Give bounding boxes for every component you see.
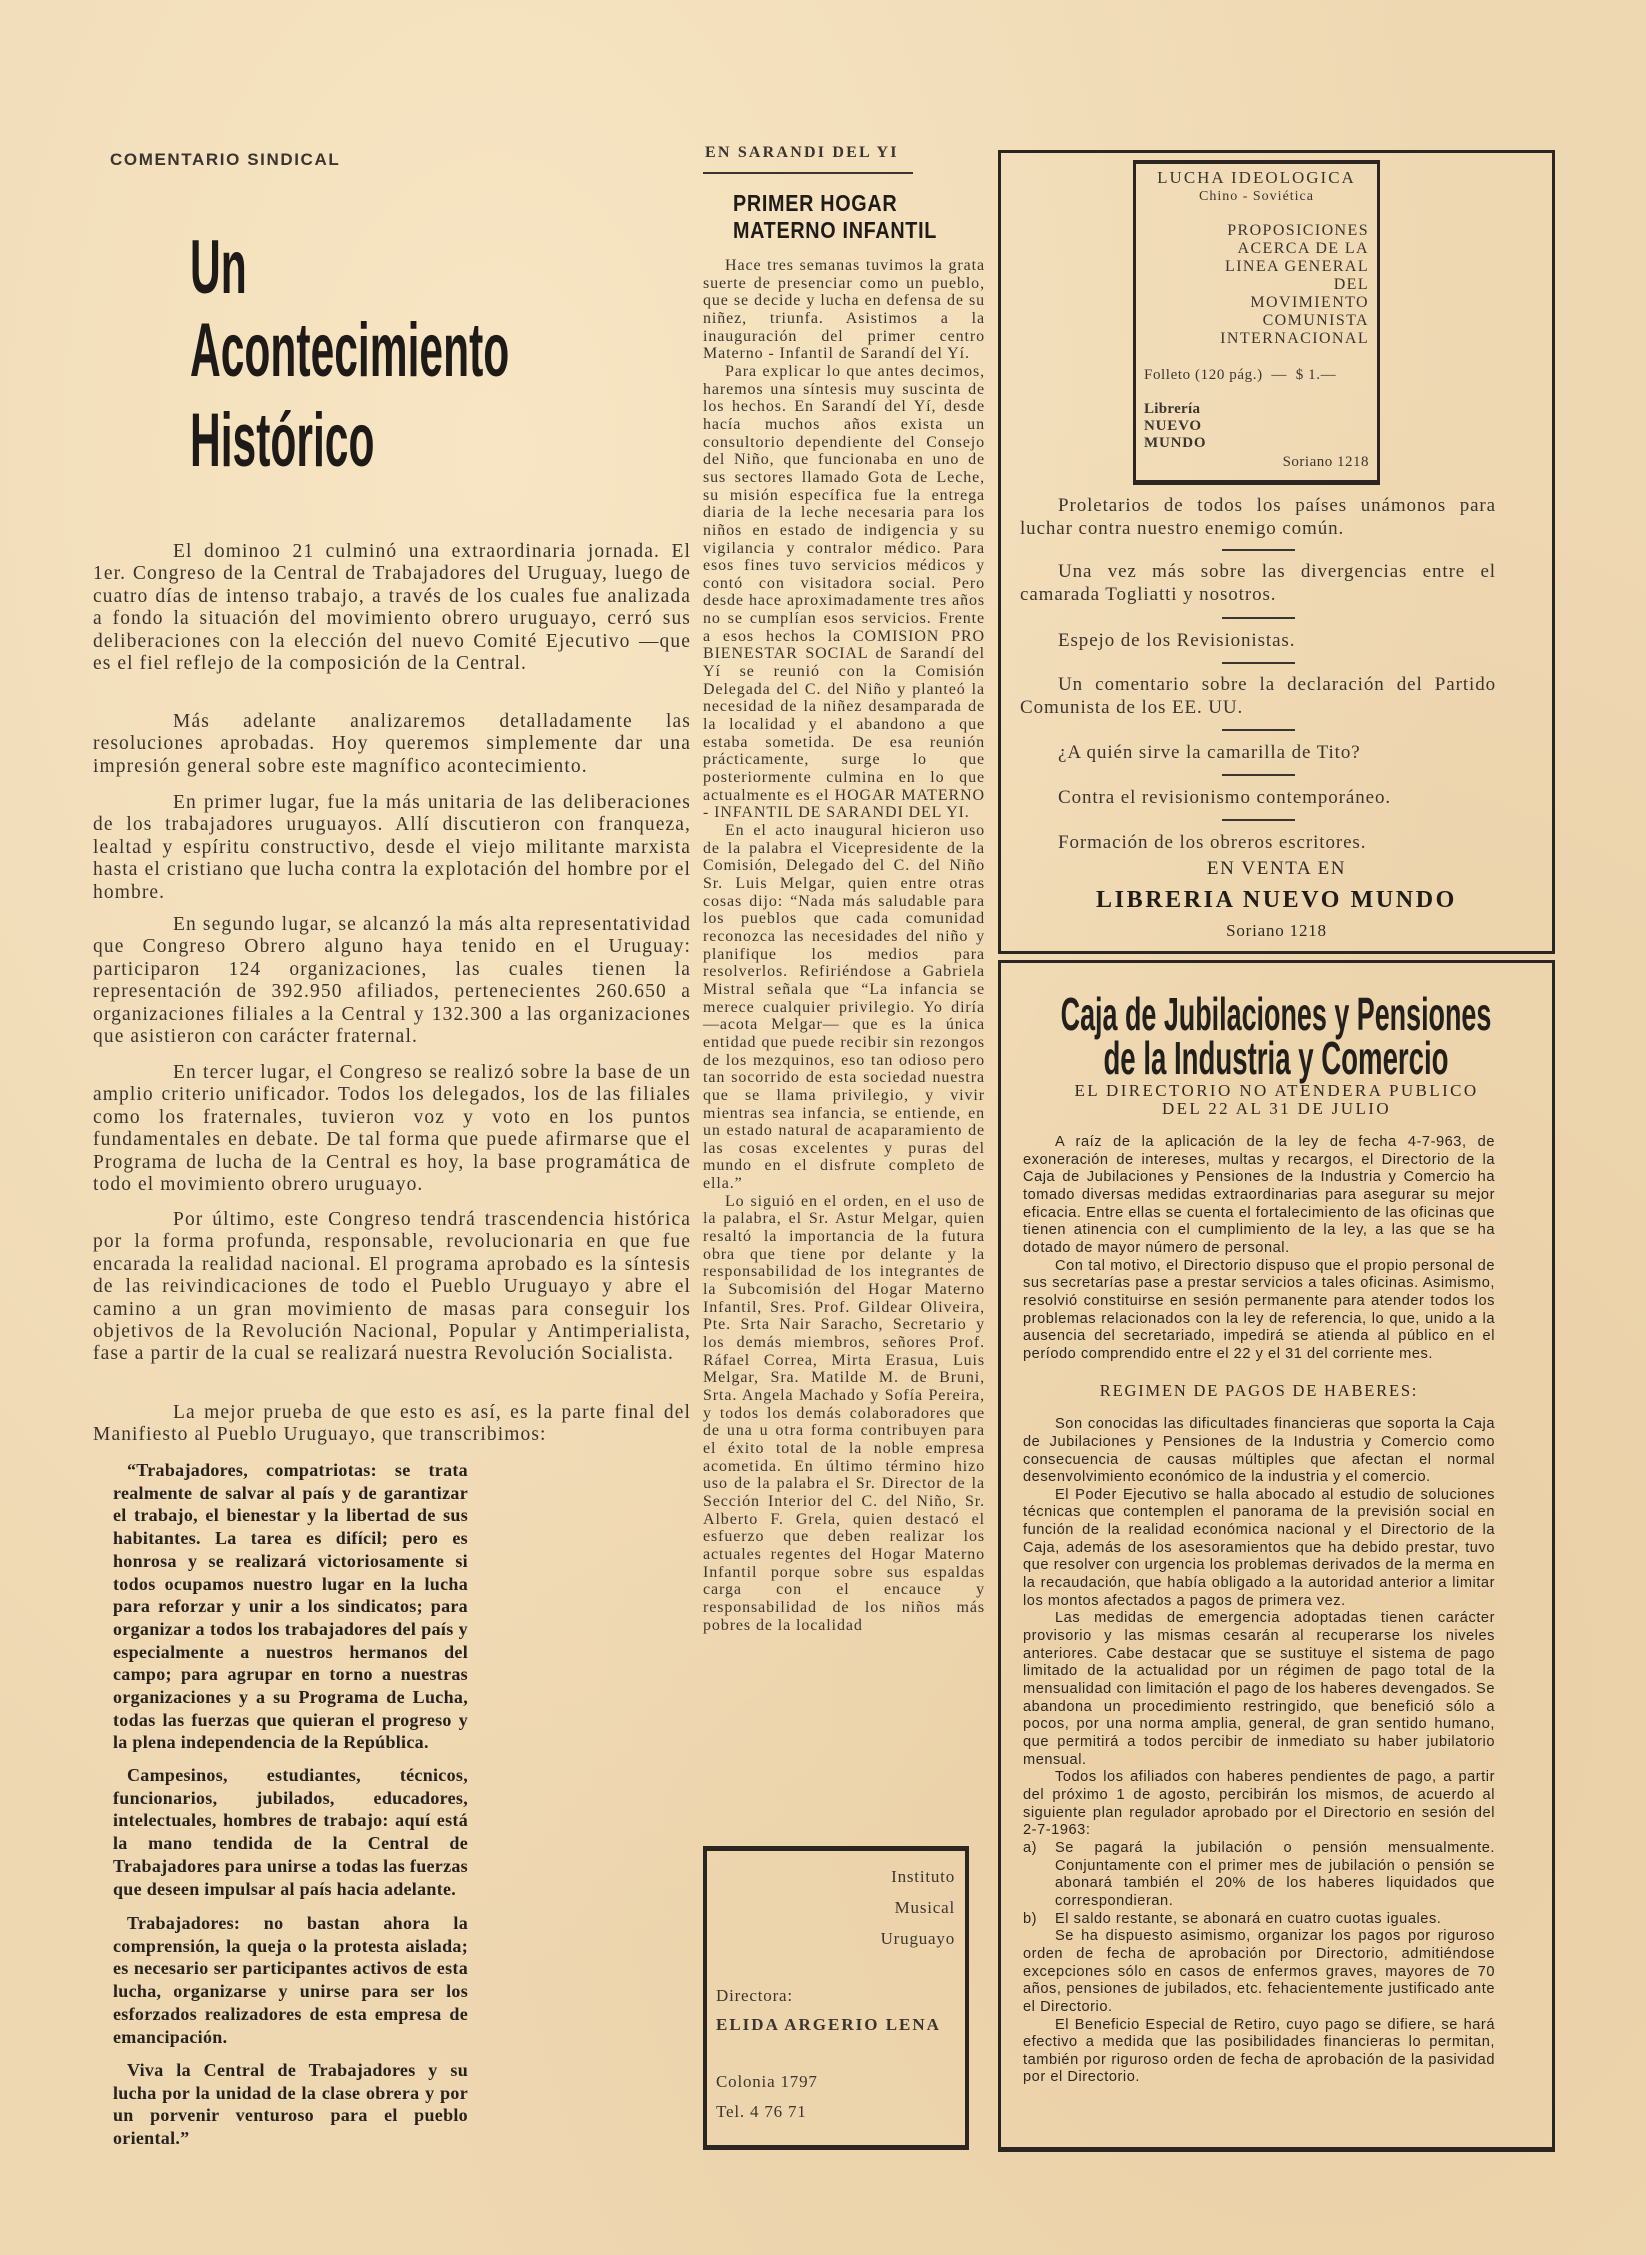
book-title-line: LINEA GENERAL <box>1225 258 1369 275</box>
notice-paragraph: El Beneficio Especial de Retiro, cuyo pago se difiere, se hará efectivo a medida que las posibilidades financieras lo permitan, también por riguroso orden de fecha de aprobación de la pasividad por el Directorio. <box>1023 2016 1495 2086</box>
store-address: Soriano 1218 <box>1226 921 1327 940</box>
divider <box>1222 662 1295 664</box>
plan-item <box>1023 1911 1495 1929</box>
book-title-line: INTERNACIONAL <box>1220 330 1369 347</box>
article-paragraph: Hace tres semanas tuvimos la grata suerte de presenciar como un pueblo, que se decide y lucha en defensa de su niñez, triunfa. Asistimos a la inauguración del primer centro Materno - Infantil de Sarandí del Yí. <box>703 257 985 363</box>
ad-phone: Tel. 4 76 71 <box>716 2102 807 2121</box>
publication-title: Una vez más sobre las divergencias entre el camarada Togliatti y nosotros. <box>1020 561 1496 605</box>
divider <box>1222 617 1295 619</box>
manifesto-quote-paragraph: “Trabajadores, compatriotas: se trata realmente de salvar al país y de garantizar el trabajo, el bienestar y la libertad de sus habitantes. La tarea es difícil; pero es honrosa y se realizará victoriosamente si todos ocupamos nuestro lugar en la lucha para reforzar y unir a los sindicatos; para organizar a todos los trabajadores del país y especialmente a nuestros hermanos del campo; para agrupar en torno a nuestras organizaciones y a su Programa de Lucha, todas las fuerzas que quieran el progreso y la plena independencia de la República. <box>113 1460 468 1753</box>
notice-paragraph: A raíz de la aplicación de la ley de fecha 4-7-963, de exoneración de intereses, multas y recargos, el Directorio de la Caja de Jubilaciones y Pensiones de la Industria y Comercio ha tomado diversas medidas extraordinarias para asegurar su mejor eficacia. Entre ellas se cuenta el fortalecimiento de las oficinas que tienen atinencia con el cumplimiento de la ley, a las que se ha dotado de mayor número de personal. <box>1023 1134 1495 1256</box>
book-ad-subtitle: Chino - Soviética <box>1199 189 1314 204</box>
publication-title: Un comentario sobre la declaración del Partido Comunista de los EE. UU. <box>1020 674 1496 718</box>
publication-title: Contra el revisionismo contemporáneo. <box>1058 787 1392 808</box>
article-title-line: PRIMER HOGAR <box>733 190 898 216</box>
article-body <box>703 257 985 1634</box>
notice-subtitle-line: DEL 22 AL 31 DE JULIO <box>1161 1099 1392 1118</box>
article-title-line: MATERNO INFANTIL <box>733 217 938 243</box>
article-paragraph: La mejor prueba de que esto es así, es la parte final del Manifiesto al Pueblo Uruguayo, que transcribimos: <box>93 1402 691 1446</box>
store-name-line: NUEVO <box>1144 418 1202 434</box>
plan-item <box>1023 1840 1495 1911</box>
manifesto-quote-paragraph: Campesinos, estudiantes, técnicos, funcionarios, jubilados, educadores, intelectuales, hombres de trabajo: aquí está la mano tendida de la Central de Trabajadores para unirse a todas las fuerzas que deseen impulsar al país hacia adelante. <box>113 1765 468 1899</box>
book-title-line: PROPOSICIONES <box>1227 222 1369 239</box>
store-address: Soriano 1218 <box>1282 454 1369 470</box>
section-kicker: EN SARANDI DEL YI <box>705 144 899 161</box>
store-name-line: MUNDO <box>1144 435 1207 451</box>
notice-paragraph: Se ha dispuesto asimismo, organizar los pagos por riguroso orden de fecha de aprobación por Directorio, admitiéndose excepciones sólo en casos de enfermos graves, mayores de 70 años, pensiones de jubilados, etc. fehacientemente justificado ante el Directorio. <box>1023 1928 1495 2015</box>
divider <box>1222 729 1295 731</box>
publication-title: ¿A quién sirve la camarilla de Tito? <box>1058 742 1361 763</box>
article-paragraph: En primer lugar, fue la más unitaria de las deliberaciones de los trabajadores uruguayos. Allí discutieron con franqueza, lealtad y espíritu constructivo, desde el viejo militante marxista hasta el cristiano que lucha contra la explotación del hombre por el hombre. <box>93 792 691 903</box>
notice-paragraph: Con tal motivo, el Directorio dispuso que el propio personal de sus secretarías pase a prestar servicios a tales oficinas. Asimismo, resolvió constituirse en sesión permanente para atender todos los problemas relacionados con la ley de referencia, lo que, unido a la ausencia del secretariado, impedirá se atienda al público en el período comprendido entre el 22 y el 31 del corriente mes. <box>1023 1257 1495 1362</box>
notice-body <box>1023 1134 1495 2087</box>
manifesto-quote-paragraph: Trabajadores: no bastan ahora la comprensión, la queja o la protesta aislada; es necesario ser participantes activos de esta lucha, organizarse y unirse para ser los esforzados realizadores de esta empresa de emancipación. <box>113 1913 468 2047</box>
notice-paragraph: Las medidas de emergencia adoptadas tienen carácter provisorio y las mismas cesarán al recuperarse los niveles anteriores. Cabe destacar que se sustituye el sistema de pago limitado de la actualidad por un régimen de pago total de la mensualidad con limitación el pago de los haberes devengados. Se abandona un procedimiento restringido, que benefició sólo a pocos, por una norma amplia, general, de gran sentido humano, que permitirá a todos percibir de inmediato su haber jubilatorio mensual. <box>1023 1610 1495 1768</box>
book-title-line: DEL <box>1333 276 1369 293</box>
divider <box>1222 819 1295 821</box>
manifesto-quote-paragraph: Viva la Central de Trabajadores y su lucha por la unidad de la clase obrera y por un porvenir venturoso para el pueblo oriental.” <box>113 2060 468 2149</box>
plan-item-label: a) <box>1023 1839 1038 1856</box>
book-price: Folleto (120 pág.) — $ 1.— <box>1144 367 1337 383</box>
article-paragraph: Por último, este Congreso tendrá trascendencia histórica por la forma profunda, responsable, revolucionaria en que fue encarada la realidad nacional. El programa aprobado es la síntesis de las reivindicaciones de todo el Pueblo Uruguayo y abre el camino a un gran movimiento de masas para conseguir los objetivos de la Revolución Nacional, Popular y Antimperialista, fase a partir de la cual se realizará nuestra Revolución Socialista. <box>93 1209 691 1365</box>
ad-director-name: ELIDA ARGERIO LENA <box>716 2015 941 2034</box>
plan-item-text: Se pagará la jubilación o pensión mensualmente. Conjuntamente con el primer mes de jubilación o pensión se abonará también el 20% de los haberes liquidados que correspondieran. <box>1055 1839 1495 1909</box>
article-paragraph: Para explicar lo que antes decimos, haremos una síntesis muy suscinta de los hechos. En Sarandí del Yí, desde hacía muchos años exista un consultorio dependiente del Consejo del Niño, que funcionaba en uno de sus sectores llamado Gota de Leche, su misión específica fue la entrega diaria de la leche necesaria para los niños en estado de indigencia y su vigilancia y contralor médico. Para esos fines tuvo servicios médicos y contó con visitadora social. Pero desde hace aproximadamente tres años no se cumplían esos servicios. Frente a esos hechos la COMISION PRO BIENESTAR SOCIAL de Sarandí del Yí se reunió con la Comisión Delegada del C. del Niño y planteó la necesidad de la niñez desamparada de la localidad y el abandono a que estaba sometida. De esa reunión prácticamente, surge lo que posteriormente culmina en lo que actualmente es el HOGAR MATERNO - INFANTIL DE SARANDI DEL YI. <box>703 362 985 822</box>
article-paragraph: En el acto inaugural hicieron uso de la palabra el Vicepresidente de la Comisión, Delegado del C. del Niño Sr. Luis Melgar, quien entre otras cosas dijo: “Nada más saludable para los pueblos que cada comunidad reconozca las necesidades del niño y planifique los medios para resolverlos. Refiriéndose a Gabriela Mistral señala que “La infancia se merece cualquier privilegio. Yo diría —acota Melgar— que es la única entidad que puede recibir sin rezongos de los mezquinos, eso tan odioso pero tan socorrido de esta sociedad nuestra que se llama privilegio, y vivir mientras sea infancia, se entiende, en un estado natural de acaparamiento de las cosas excelentes y puras del mundo en el disfrute completo de ella.” <box>703 822 985 1193</box>
notice-title-line: Caja de Jubilaciones y Pensiones <box>1060 988 1492 1040</box>
divider <box>1222 549 1295 551</box>
ad-institute-name: Uruguayo <box>880 1929 955 1948</box>
book-title <box>1140 222 1369 348</box>
kicker-rule <box>703 172 913 174</box>
book-title-line: COMUNISTA <box>1262 312 1369 329</box>
publication-title: Proletarios de todos los países unámonos para luchar contra nuestro enemigo común. <box>1020 495 1496 539</box>
notice-paragraph: Todos los afiliados con haberes pendientes de pago, a partir del próximo 1 de agosto, percibirán los mismos, de acuerdo al siguiente plan regulador aprobado por el Directorio en sesión del 2-7-1963: <box>1023 1769 1495 1839</box>
plan-item-label: b) <box>1023 1910 1038 1927</box>
headline-line: Histórico <box>190 398 375 483</box>
ad-institute-name: Instituto <box>891 1867 955 1886</box>
book-ad-title: LUCHA IDEOLOGICA <box>1157 168 1356 187</box>
book-title-line: ACERCA DE LA <box>1237 240 1369 257</box>
sale-label: EN VENTA EN <box>1206 858 1347 879</box>
notice-section-heading: REGIMEN DE PAGOS DE HABERES: <box>1099 1380 1419 1400</box>
store-label: Librería <box>1144 401 1201 417</box>
plan-item-text: El saldo restante, se abonará en cuatro cuotas iguales. <box>1055 1910 1442 1927</box>
notice-title-line: de la Industria y Comercio <box>1103 1032 1449 1084</box>
divider <box>1222 774 1295 776</box>
section-kicker: COMENTARIO SINDICAL <box>110 150 341 169</box>
headline-line: Un <box>190 225 247 310</box>
article-paragraph: En tercer lugar, el Congreso se realizó sobre la base de un amplio criterio unificador. Todos los delegados, los de las filiales como los fraternales, tuvieron voz y voto en los puntos fundamentales en debate. De tal forma que puede afirmarse que el Programa de lucha de la Central es hoy, la base programática de todo el movimiento obrero uruguayo. <box>93 1062 691 1196</box>
article-paragraph: Más adelante analizaremos detalladamente las resoluciones aprobadas. Hoy queremos simplemente dar una impresión general sobre este magnífico acontecimiento. <box>93 711 691 777</box>
article-paragraph: El dominoo 21 culminó una extraordinaria jornada. El 1er. Congreso de la Central de Trabajadores del Uruguay, luego de cuatro días de intenso trabajo, a través de los cuales fue analizada a fondo la situación del movimiento obrero uruguayo, cerró sus deliberaciones con la elección del nuevo Comité Ejecutivo —que es el fiel reflejo de la composición de la Central. <box>93 541 691 675</box>
article-paragraph: Lo siguió en el orden, en el uso de la palabra, el Sr. Astur Melgar, quien resaltó la importancia de la futura obra que tiene por delante y la responsabilidad de los integrantes de la Subcomisión del Hogar Materno Infantil, Sres. Prof. Gildear Oliveira, Pte. Srta Nair Saracho, Secretario y los demás miembros, señores Prof. Ráfael Correa, Mirta Erasua, Luis Melgar, Sra. Matilde M. de Bruni, Srta. Angela Machado y Sofía Pereira, y todos los demás colaboradores que de una u otra forma contribuyen para el éxito total de la noble empresa acometida. En último término hizo uso de la palabra el Sr. Director de la Sección Interior del C. del Niño, Sr. Alberto F. Grela, quien destacó el esfuerzo que deben realizar los actuales regentes del Hogar Materno Infantil porque sobre sus espaldas carga con el encauce y responsabilidad de los niños más pobres de la localidad <box>703 1192 985 1634</box>
ad-institute-name: Musical <box>894 1898 955 1917</box>
article-paragraph: En segundo lugar, se alcanzó la más alta representatividad que Congreso Obrero alguno haya tenido en el Uruguay: participaron 124 organizaciones, las cuales tienen la representación de 392.950 afiliados, pertenecientes 260.650 a organizaciones filiales a la Central y 132.300 a las organizaciones que asistieron con carácter fraternal. <box>93 914 691 1048</box>
notice-paragraph: El Poder Ejecutivo se halla abocado al estudio de soluciones técnicas que contemplen el panorama de la previsión social en función de la realidad económica nacional y el Directorio de la Caja, además de los asesoramientos que ha debido prestar, tuvo que resolver con urgencia los problemas derivados de la merma en la recaudación, que había obligado a la autoridad anterior a limitar los montos afectados a pagos de primera vez. <box>1023 1486 1495 1609</box>
ad-director-label: Directora: <box>716 1986 793 2005</box>
headline-line: Acontecimiento <box>190 308 510 393</box>
notice-subtitle-line: EL DIRECTORIO NO ATENDERA PUBLICO <box>1074 1081 1479 1100</box>
book-title-line: MOVIMIENTO <box>1250 294 1369 311</box>
publication-title: Formación de los obreros escritores. <box>1058 832 1367 853</box>
publication-title: Espejo de los Revisionistas. <box>1058 630 1296 651</box>
store-banner: LIBRERIA NUEVO MUNDO <box>1096 887 1457 913</box>
ad-address: Colonia 1797 <box>716 2072 818 2091</box>
notice-paragraph: Son conocidas las dificultades financieras que soporta la Caja de Jubilaciones y Pensiones de la Industria y Comercio como consecuencia de causas múltiples que afectan el normal desenvolvimiento económico de la industria y el comercio. <box>1023 1416 1495 1486</box>
